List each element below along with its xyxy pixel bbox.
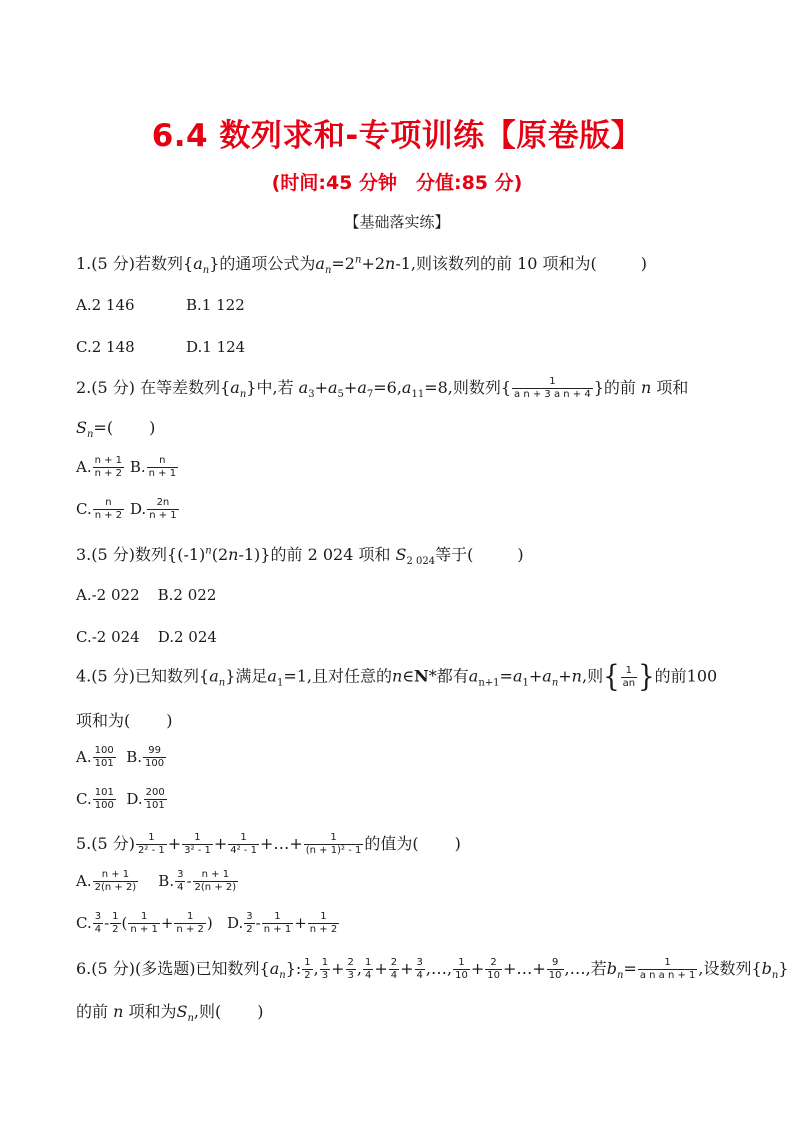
question-2-options-row-2 bbox=[76, 497, 180, 522]
question-2-stem: 2.(5 分) 在等差数列$\{a_n\}$中,若 $a_3+a_5+a_7=6,a_{11}=8$,则数列{ $\frac{1}{\text{a n + 3 a n + 4}}$ }的前 n 项和 bbox=[76, 376, 689, 401]
option-c: C. $\frac{3}{4}$ - $\frac{1}{2}$ ( $\frac{1}{n + 1}$ + $\frac{1}{n + 2}$ ) bbox=[76, 911, 213, 935]
option-a: A. $\frac{n + 1}{2(n + 2)}$ bbox=[76, 869, 137, 893]
option-d: D.2 024 bbox=[157, 628, 217, 646]
question-4-options-row-2 bbox=[76, 787, 168, 812]
fraction: $\frac{1}{\text{a n + 3 a n + 4}}$ bbox=[514, 376, 591, 400]
question-5-options-row-2 bbox=[76, 911, 340, 936]
question-3-options-row-2 bbox=[76, 628, 247, 646]
option-c: C.2 148 bbox=[76, 338, 135, 356]
option-a: A.2 146 bbox=[76, 296, 135, 314]
question-3-stem: 3.(5 分)数列$\{(-1)^n(2n-1)\}$的前 2 024 项和 $S_{2 024}$等于( ) bbox=[76, 545, 524, 568]
option-c: C. $\frac{n}{n + 2}$ bbox=[76, 497, 123, 521]
option-a: A.-2 022 bbox=[76, 586, 140, 604]
question-3-options-row-1 bbox=[76, 586, 246, 604]
option-b: B. $\frac{n}{n + 1}$ bbox=[129, 455, 177, 479]
option-b: B.1 122 bbox=[186, 296, 245, 314]
question-5-stem: 5.(5 分) $\frac{1}{\text{2² - 1}}$ + $\frac{1}{\text{3² - 1}}$ + $\frac{1}{\text{4² - 1}}$ +…+ $\frac{1}{\text{(n + 1)² - 1}}$ 的值为( ) bbox=[76, 832, 461, 856]
section-heading: 【基础落实练】 bbox=[344, 213, 450, 231]
option-a: A. $\frac{n + 1}{n + 2}$ bbox=[76, 455, 123, 479]
page-title: 6.4 数列求和-专项训练【原卷版】 bbox=[151, 118, 643, 154]
option-c: C. $\frac{101}{100}$ bbox=[76, 787, 114, 811]
option-b: B.2 022 bbox=[157, 586, 217, 604]
question-5-options-row-1 bbox=[76, 869, 239, 894]
question-2-options-row-1 bbox=[76, 455, 179, 480]
question-6-stem: 6.(5 分)(多选题)已知数列$\{a_n\}$: $\frac{1}{2}$ , $\frac{1}{3}$ + $\frac{2}{3}$ , $\frac{1}{4}$ + $\frac{2}{4}$ + $\frac{3}{4}$ ,…, $\frac{1}{10}$ + $\frac{2}{10}$ +…+ $\frac{9}{10}$ ,…,若$b_n=$ $\frac{1}{\text{a n a n + 1}}$ ,设数列$\{b_n\}$ bbox=[76, 957, 789, 982]
option-d: D. $\frac{200}{101}$ bbox=[126, 787, 165, 811]
question-4-stem: 4.(5 分)已知数列$\{a_n\}$满足$a_1=1$,且对任意的n∈N*都有$a_{n+1}=a_1+a_n+n$,则{ $\frac{1}{an}$ }的前100 bbox=[76, 659, 718, 695]
option-d: D. $\frac{2n}{n + 1}$ bbox=[129, 497, 177, 521]
option-b: B. $\frac{3}{4}$ - $\frac{n + 1}{2(n + 2)}$ bbox=[158, 869, 237, 893]
question-1-options-row-1 bbox=[76, 296, 275, 314]
option-d: D. $\frac{3}{2}$ - $\frac{1}{n + 1}$ + $\frac{1}{n + 2}$ bbox=[227, 911, 338, 935]
option-a: A. $\frac{100}{101}$ bbox=[76, 745, 114, 769]
question-1-options-row-2 bbox=[76, 338, 275, 356]
question-2-stem-continued: $S_n=$( ) bbox=[76, 418, 156, 441]
question-1-stem: 1.(5 分)若数列$\{a_n\}$的通项公式为$a_n=2^n+2n-1$,则该数列的前 10 项和为( ) bbox=[76, 254, 648, 277]
option-d: D.1 124 bbox=[186, 338, 246, 356]
question-6-stem-continued: 的前 n 项和为$S_n$,则( ) bbox=[76, 1002, 264, 1025]
question-4-options-row-1 bbox=[76, 745, 167, 770]
page-subtitle: (时间:45 分钟 分值:85 分) bbox=[271, 172, 523, 194]
option-b: B. $\frac{99}{100}$ bbox=[126, 745, 165, 769]
question-4-stem-continued: 项和为( ) bbox=[76, 711, 173, 730]
option-c: C.-2 024 bbox=[76, 628, 140, 646]
